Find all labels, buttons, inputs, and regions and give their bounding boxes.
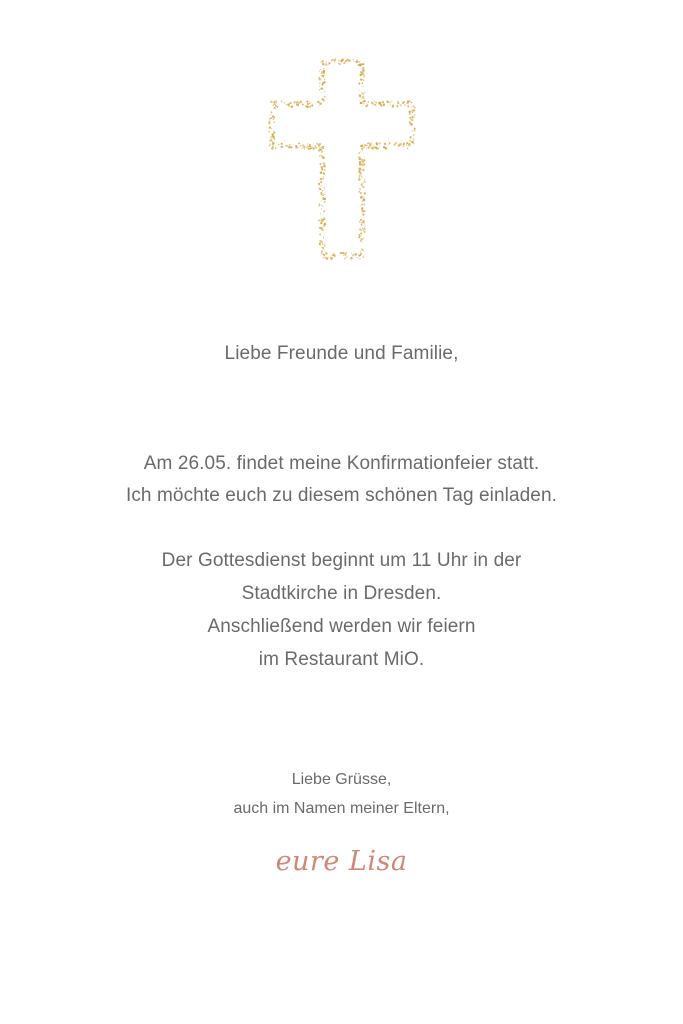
greeting-text: Liebe Freunde und Familie, xyxy=(224,343,459,364)
signature-text: eure Lisa xyxy=(275,846,408,877)
paragraph2-line-3: Anschließend werden wir feiern xyxy=(207,616,476,637)
cross-icon xyxy=(262,54,422,266)
paragraph2-line-4: im Restaurant MiO. xyxy=(258,649,425,670)
paragraph2-line-1: Der Gottesdienst beginnt um 11 Uhr in der xyxy=(161,550,522,571)
paragraph2-line-2: Stadtkirche in Dresden. xyxy=(241,583,442,604)
closing-line-1: Liebe Grüsse, xyxy=(291,771,392,788)
paragraph1-line-2: Ich möchte euch zu diesem schönen Tag einladen. xyxy=(125,485,558,506)
paragraph1-line-1: Am 26.05. findet meine Konfirmationfeier statt. xyxy=(143,453,540,474)
closing-line-2: auch im Namen meiner Eltern, xyxy=(233,800,450,817)
